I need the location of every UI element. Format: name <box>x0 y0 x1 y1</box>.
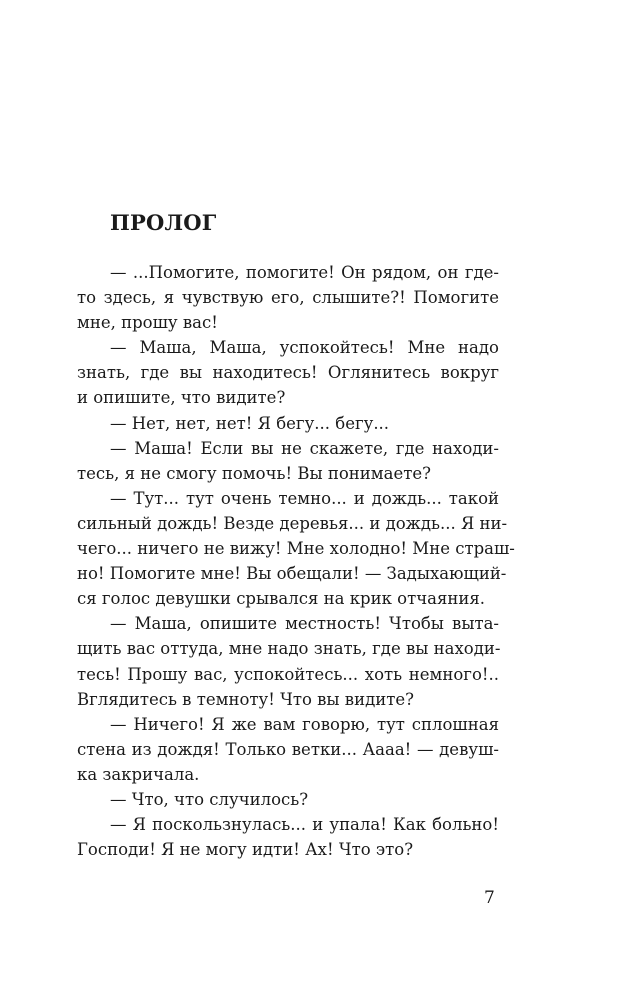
text-line: сильный дождь! Везде деревья... и дождь... Я ни- <box>77 513 508 533</box>
text-line: — Нет, нет, нет! Я бегу... бегу... <box>110 413 390 433</box>
text-line: ка закричала. <box>77 764 200 784</box>
text-line: и опишите, что видите? <box>77 388 286 408</box>
text-line: — ...Помогите, помогите! Он рядом, он где- <box>110 263 499 282</box>
text-line: — Что, что случилось? <box>110 789 309 809</box>
text-line: — Маша! Если вы не скажете, где находи- <box>110 438 499 458</box>
chapter-title: ПРОЛОГ <box>110 210 217 235</box>
text-line: Вглядитесь в темноту! Что вы видите? <box>77 689 414 709</box>
text-line: то здесь, я чувствую его, слышите?! Помогите <box>77 288 499 308</box>
text-line: мне, прошу вас! <box>77 313 218 333</box>
text-line: — Маша, опишите местность! Чтобы выта- <box>110 614 499 634</box>
text-line: тесь, я не смогу помочь! Вы понимаете? <box>77 463 431 483</box>
text-line: щить вас оттуда, мне надо знать, где вы находи- <box>77 639 501 659</box>
text-line: чего... ничего не вижу! Мне холодно! Мне страш- <box>77 539 515 559</box>
text-line: ся голос девушки срывался на крик отчаяния. <box>77 589 486 609</box>
text-line: — Ничего! Я же вам говорю, тут сплошная <box>110 714 499 734</box>
text-line: — Маша, Маша, успокойтесь! Мне надо <box>110 338 499 358</box>
text-line: — Тут... тут очень темно... и дождь... такой <box>110 488 499 508</box>
text-line: знать, где вы находитесь! Оглянитесь вокруг <box>77 363 499 383</box>
text-line: Господи! Я не могу идти! Ах! Что это? <box>77 840 414 860</box>
text-line: тесь! Прошу вас, успокойтесь... хоть немного!.. <box>77 664 499 684</box>
text-line: — Я поскользнулась... и упала! Как больно! <box>110 815 499 835</box>
text-line: но! Помогите мне! Вы обещали! — Задыхающий- <box>77 564 507 584</box>
prose-text <box>77 260 515 862</box>
page-number: 7 <box>484 888 495 908</box>
text-line: стена из дождя! Только ветки... Аааа! — девуш- <box>77 739 499 759</box>
